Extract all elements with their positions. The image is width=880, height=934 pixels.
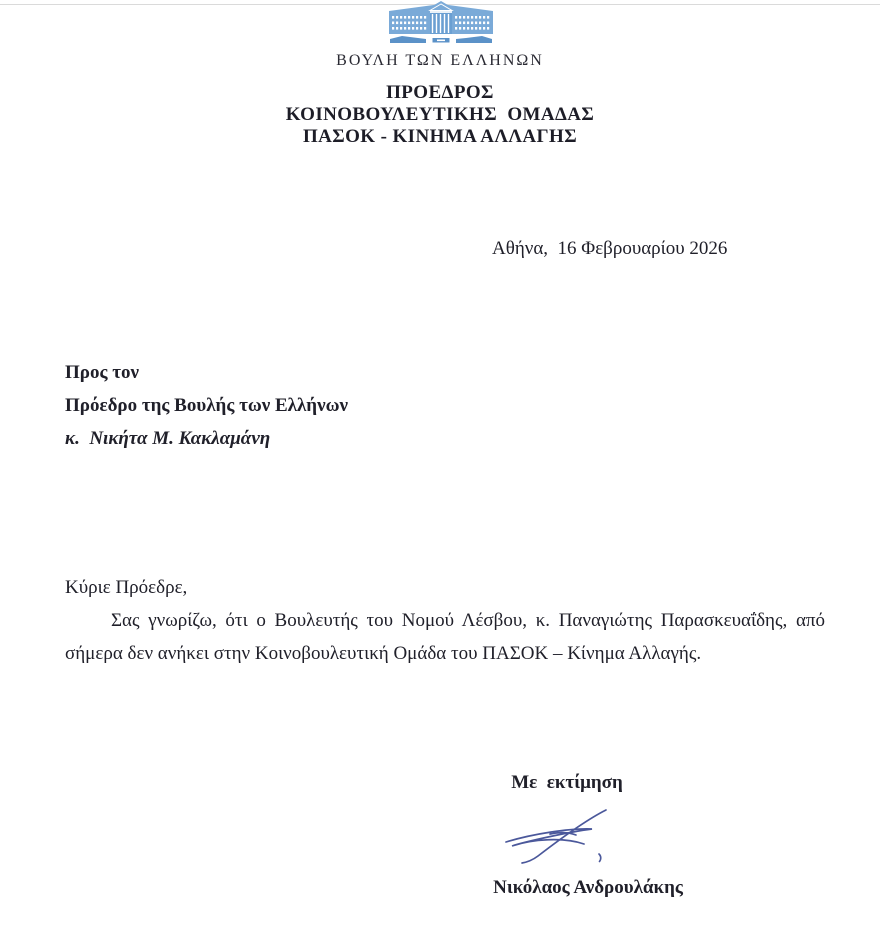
sender-title-line-3: ΠΑΣΟΚ - ΚΙΝΗΜΑ ΑΛΛΑΓΗΣ xyxy=(302,126,578,147)
sender-title-line-1: ΠΡΟΕΔΡΟΣ xyxy=(386,82,494,103)
body-paragraph: Σας γνωρίζω, ότι ο Βουλευτής του Νομού Λέσβου, κ. Παναγιώτης Παρασκευαΐδης, από σήμερα δεν ανήκει στην Κοινοβουλευτική Ομάδα του ΠΑΣΟΚ – Κίνημα Αλλαγής. xyxy=(65,610,830,664)
date-line: Αθήνα, 16 Φεβρουαρίου 2026 xyxy=(492,238,728,259)
handwritten-signature-icon xyxy=(498,804,610,866)
sender-title-line-2: ΚΟΙΝΟΒΟΥΛΕΥΤΙΚΗΣ ΟΜΑΔΑΣ xyxy=(285,104,595,125)
parliament-name: ΒΟΥΛΗ ΤΩΝ ΕΛΛΗΝΩΝ xyxy=(336,52,544,69)
salutation: Κύριε Πρόεδρε, xyxy=(65,577,188,598)
valediction: Με εκτίμηση xyxy=(511,772,623,793)
signer-name: Νικόλαος Ανδρουλάκης xyxy=(493,877,683,898)
recipient-line-1: Προς τον xyxy=(65,362,139,383)
recipient-line-2: Πρόεδρο της Βουλής των Ελλήνων xyxy=(65,395,348,416)
recipient-line-3: κ. Νικήτα Μ. Κακλαμάνη xyxy=(65,428,271,449)
parliament-building-icon xyxy=(388,1,494,44)
recipient-block xyxy=(65,356,348,455)
sender-title-block xyxy=(0,82,880,148)
